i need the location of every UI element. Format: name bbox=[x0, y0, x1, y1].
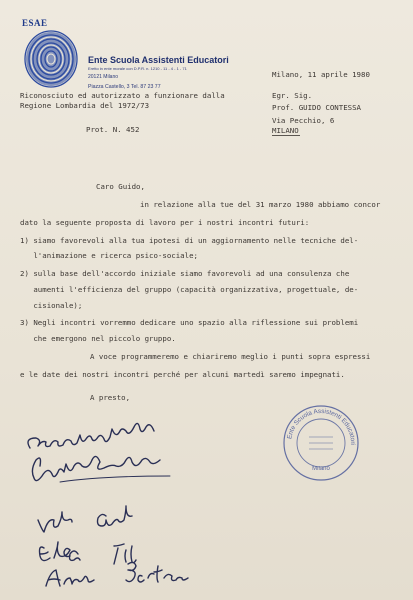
addressee-city: MILANO bbox=[272, 126, 299, 135]
organization-decree: Eretto in ente morale con D.P.R. n. 1210 - 11 - 4 - 1 - 71 bbox=[88, 66, 187, 71]
greeting: Caro Guido, bbox=[96, 182, 145, 191]
letter-date: Milano, 11 aprile 1980 bbox=[272, 70, 370, 79]
organization-name: Ente Scuola Assistenti Educatori bbox=[88, 55, 229, 65]
item-3-line-2: che emergono nel piccolo gruppo. bbox=[20, 334, 176, 343]
item-3-line-1: 3) Negli incontri vorremmo dedicare uno spazio alla riflessione sui problemi bbox=[20, 318, 359, 327]
farewell: A presto, bbox=[90, 393, 131, 402]
intro-line-1: in relazione alla tue del 31 marzo 1980 abbiamo concor bbox=[140, 200, 381, 209]
signature-1 bbox=[28, 423, 154, 448]
logo-wordmark: ESAE bbox=[22, 18, 48, 28]
addressee-name: Prof. GUIDO CONTESSA bbox=[272, 103, 361, 112]
intro-line-2: dato la seguente proposta di lavoro per i nostri incontri futuri: bbox=[20, 218, 310, 227]
signature-2 bbox=[32, 456, 160, 480]
item-2-line-2: aumenti l'efficienza del gruppo (capacità organizzativa, progettuale, de- bbox=[20, 285, 359, 294]
organization-city: 20121 Milano bbox=[88, 74, 119, 80]
item-2-line-3: cisionale); bbox=[20, 301, 83, 310]
stamp-inner-text: Milano bbox=[312, 466, 330, 472]
recognition-line-1: Riconosciuto ed autorizzato a funzionare dalla bbox=[20, 91, 225, 100]
recognition-line-2: Regione Lombardia del 1972/73 bbox=[20, 101, 150, 110]
signature-3 bbox=[38, 506, 132, 532]
protocol-number: Prot. N. 452 bbox=[86, 125, 140, 134]
item-1-line-2: l'animazione e ricerca psico-sociale; bbox=[20, 251, 198, 260]
organization-address: Piazza Castello, 3 Tel. 87 23 77 bbox=[88, 84, 161, 90]
item-2-line-1: 2) sulla base dell'accordo iniziale siamo favorevoli ad una consulenza che bbox=[20, 269, 350, 278]
item-1-line-1: 1) siamo favorevoli alla tua ipotesi di un aggiornamento nelle tecniche del- bbox=[20, 236, 359, 245]
closing-line-1: A voce programmeremo e chiariremo meglio i punti sopra espressi bbox=[90, 352, 371, 361]
addressee-title: Egr. Sig. bbox=[272, 91, 313, 100]
signature-5 bbox=[46, 562, 188, 586]
addressee-street: Via Pecchio, 6 bbox=[272, 116, 335, 125]
closing-line-2: e le date dei nostri incontri perché per alcuni martedì saremo impegnati. bbox=[20, 370, 345, 379]
stamp-outer-text: Ente Scuola Assistenti Educatori bbox=[286, 407, 357, 446]
signature-4 bbox=[40, 542, 137, 564]
